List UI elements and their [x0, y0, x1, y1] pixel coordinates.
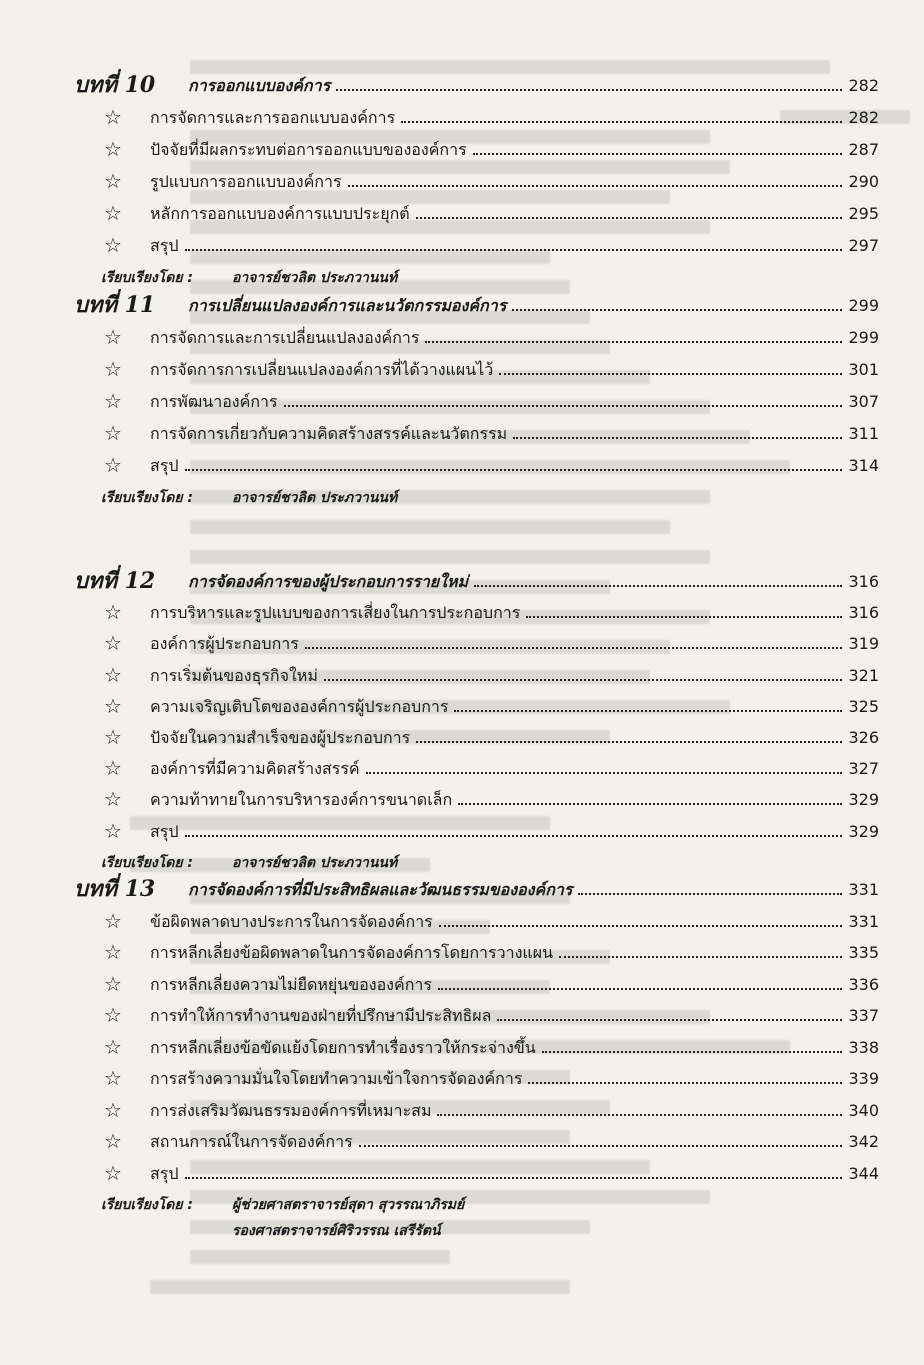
page-number: 316 [848, 603, 879, 623]
page-number: 295 [848, 204, 879, 223]
toc-entry-label: สรุป [150, 456, 179, 475]
page-number: 329 [848, 790, 879, 810]
star-outline-icon: ☆ [104, 1097, 122, 1122]
toc-entry[interactable] [0, 198, 924, 230]
dot-leader [425, 341, 842, 343]
toc-entry-label: การส่งเสริมวัฒนธรรมองค์การที่เหมาะสม [150, 1100, 432, 1120]
toc-entry[interactable] [0, 722, 924, 754]
toc-entry-label: การจัดการการเปลี่ยนแปลงองค์การที่ได้วางแผนไว้ [150, 360, 494, 379]
star-outline-icon: ☆ [104, 233, 122, 257]
toc-entry[interactable] [0, 386, 924, 418]
star-outline-icon: ☆ [104, 1160, 122, 1185]
dot-leader [512, 309, 842, 311]
dot-leader [366, 772, 842, 774]
toc-entry-label: หลักการออกแบบองค์การแบบประยุกต์ [150, 204, 410, 223]
toc-entry-label: องค์การผู้ประกอบการ [150, 634, 299, 654]
page-number: 321 [848, 665, 879, 685]
page-number: 331 [848, 911, 879, 931]
dot-leader [416, 217, 842, 219]
toc-entry-label: การจัดการและการออกแบบองค์การ [150, 108, 396, 127]
star-outline-icon: ☆ [104, 453, 122, 477]
dot-leader [473, 153, 842, 155]
toc-entry[interactable] [0, 937, 924, 969]
dot-leader [497, 1019, 842, 1021]
page-number: 336 [848, 974, 879, 994]
toc-entry[interactable] [0, 134, 924, 166]
star-outline-icon: ☆ [104, 325, 122, 349]
star-outline-icon: ☆ [104, 693, 122, 718]
chapter-heading[interactable] [0, 70, 924, 102]
toc-entry-label: ปัจจัยในความสำเร็จของผู้ประกอบการ [150, 728, 411, 747]
page-number: 297 [848, 236, 879, 255]
star-outline-icon: ☆ [104, 631, 122, 656]
dot-leader [437, 1114, 842, 1116]
dot-leader [499, 373, 842, 375]
toc-entry[interactable] [0, 1032, 924, 1064]
toc-entry[interactable] [0, 102, 924, 134]
author-name: ผู้ช่วยศาสตราจารย์สุดา สุวรรณาภิรมย์ [232, 1197, 465, 1213]
dot-leader [458, 803, 842, 805]
page-number: 337 [848, 1006, 879, 1025]
chapter-title: การเปลี่ยนแปลงองค์การและนวัตกรรมองค์การ [188, 296, 507, 315]
toc-entry-label: สรุป [150, 821, 179, 841]
toc-entry-label: สถานการณ์ในการจัดองค์การ [150, 1132, 353, 1151]
toc-entry-label: การหลีกเลี่ยงข้อผิดพลาดในการจัดองค์การโดยการวางแผน [150, 943, 554, 962]
page-number: 327 [848, 759, 879, 779]
dot-leader [284, 405, 842, 407]
toc-entry[interactable] [0, 1095, 924, 1127]
dot-leader [526, 616, 842, 618]
chapter-heading[interactable] [0, 566, 924, 598]
toc-entry-label: การบริหารและรูปแบบของการเสี่ยงในการประกอบการ [150, 603, 521, 623]
dot-leader [359, 1145, 842, 1147]
show-through-line [190, 520, 670, 534]
author-name: อาจารย์ชวลิต ประภวานนท์ [232, 270, 398, 286]
dot-leader [542, 1051, 842, 1053]
star-outline-icon: ☆ [104, 940, 122, 964]
toc-entry-label: การพัฒนาองค์การ [150, 392, 278, 411]
page-number: 325 [848, 696, 879, 716]
page-number: 282 [848, 108, 879, 127]
toc-entry[interactable] [0, 784, 924, 816]
toc-entry[interactable] [0, 597, 924, 629]
star-outline-icon: ☆ [104, 787, 122, 812]
toc-entry[interactable] [0, 969, 924, 1001]
dot-leader [416, 741, 842, 743]
dot-leader [185, 249, 842, 251]
toc-entry[interactable] [0, 660, 924, 692]
compiled-by-row [0, 1193, 924, 1219]
star-outline-icon: ☆ [104, 137, 122, 161]
page-number: 307 [848, 392, 879, 411]
toc-entry[interactable] [0, 1063, 924, 1095]
compiled-by-label: เรียบเรียงโดย : [101, 270, 194, 286]
dot-leader [474, 585, 842, 587]
toc-entry-label: การเริ่มต้นของธุรกิจใหม่ [150, 665, 318, 685]
toc-entry[interactable] [0, 230, 924, 262]
dot-leader [454, 710, 842, 712]
toc-entry-label: การจัดการเกี่ยวกับความคิดสร้างสรรค์และนวัตกรรม [150, 424, 508, 443]
star-outline-icon: ☆ [104, 1129, 122, 1153]
toc-entry[interactable] [0, 628, 924, 660]
star-outline-icon: ☆ [104, 818, 122, 843]
compiled-by-row [0, 266, 924, 292]
chapter-number: บทที่ 10 [74, 72, 156, 98]
author-name: รองศาสตราจารย์ศิริวรรณ เสรีรัตน์ [232, 1223, 441, 1239]
star-outline-icon: ☆ [104, 756, 122, 781]
toc-entry[interactable] [0, 906, 924, 938]
chapter-number: บทที่ 12 [74, 568, 156, 594]
star-outline-icon: ☆ [104, 357, 122, 381]
star-outline-icon: ☆ [104, 421, 122, 445]
toc-entry[interactable] [0, 691, 924, 723]
dot-leader [348, 185, 842, 187]
star-outline-icon: ☆ [104, 1034, 122, 1059]
compiled-by-label: เรียบเรียงโดย : [101, 490, 194, 506]
page-number: 316 [848, 572, 879, 591]
page-number: 314 [848, 456, 879, 475]
compiled-by-row [0, 1219, 924, 1245]
toc-entry-label: การทำให้การทำงานของฝ่ายที่ปรึกษามีประสิทธิผล [150, 1006, 492, 1025]
page-number: 287 [848, 140, 879, 159]
star-outline-icon: ☆ [104, 1066, 122, 1090]
toc-entry[interactable] [0, 450, 924, 482]
toc-entry[interactable] [0, 1158, 924, 1190]
dot-leader [578, 893, 842, 895]
chapter-heading[interactable] [0, 874, 924, 906]
show-through-line [190, 1250, 450, 1264]
author-name: อาจารย์ชวลิต ประภวานนท์ [232, 490, 398, 506]
page-number: 339 [848, 1069, 879, 1088]
page-number: 331 [848, 880, 879, 899]
star-outline-icon: ☆ [104, 1003, 122, 1027]
star-outline-icon: ☆ [104, 662, 122, 687]
page-number: 340 [848, 1100, 879, 1120]
chapter-title: การจัดองค์การของผู้ประกอบการรายใหม่ [188, 572, 469, 591]
dot-leader [185, 1177, 842, 1179]
dot-leader [185, 469, 842, 471]
dot-leader [324, 679, 842, 681]
toc-entry-label: การหลีกเลี่ยงข้อขัดแย้งโดยการทำเรื่องราวให้กระจ่างขึ้น [150, 1037, 536, 1057]
star-outline-icon: ☆ [104, 971, 122, 996]
compiled-by-row [0, 486, 924, 512]
page-number: 282 [848, 76, 879, 95]
compiled-by-row [0, 851, 924, 877]
toc-entry[interactable] [0, 1000, 924, 1032]
author-name: อาจารย์ชวลิต ประภวานนท์ [232, 854, 398, 871]
page-number: 326 [848, 728, 879, 747]
compiled-by-label: เรียบเรียงโดย : [101, 854, 194, 871]
toc-entry-label: การสร้างความมั่นใจโดยทำความเข้าใจการจัดองค์การ [150, 1069, 523, 1088]
page-number: 311 [848, 424, 879, 443]
toc-entry-label: การจัดการและการเปลี่ยนแปลงองค์การ [150, 328, 420, 347]
star-outline-icon: ☆ [104, 105, 122, 129]
page-number: 319 [848, 634, 879, 654]
dot-leader [185, 835, 842, 837]
star-outline-icon: ☆ [104, 169, 122, 193]
toc-entry-label: ความเจริญเติบโตขององค์การผู้ประกอบการ [150, 696, 449, 716]
toc-entry-label: องค์การที่มีความคิดสร้างสรรค์ [150, 759, 360, 779]
star-outline-icon: ☆ [104, 725, 122, 749]
toc-entry[interactable] [0, 1126, 924, 1158]
page-number: 335 [848, 943, 879, 962]
star-outline-icon: ☆ [104, 600, 122, 625]
show-through-line [150, 1280, 570, 1294]
page-number: 299 [848, 328, 879, 347]
toc-entry[interactable] [0, 816, 924, 848]
dot-leader [401, 121, 842, 123]
star-outline-icon: ☆ [104, 389, 122, 413]
toc-entry[interactable] [0, 418, 924, 450]
page-number: 299 [848, 296, 879, 315]
dot-leader [528, 1082, 842, 1084]
toc-entry-label: สรุป [150, 1163, 179, 1183]
page-number: 329 [848, 821, 879, 841]
toc-entry-label: การหลีกเลี่ยงความไม่ยืดหยุ่นขององค์การ [150, 974, 432, 994]
page-number: 338 [848, 1037, 879, 1057]
page-number: 290 [848, 172, 879, 191]
star-outline-icon: ☆ [104, 201, 122, 225]
toc-entry[interactable] [0, 753, 924, 785]
page-number: 301 [848, 360, 879, 379]
chapter-heading[interactable] [0, 290, 924, 322]
chapter-title: การจัดองค์การที่มีประสิทธิผลและวัฒนธรรมขององค์การ [188, 880, 573, 899]
chapter-number: บทที่ 13 [74, 876, 156, 902]
show-through-line [190, 550, 710, 564]
dot-leader [336, 89, 842, 91]
dot-leader [559, 956, 842, 958]
toc-entry[interactable] [0, 166, 924, 198]
toc-entry-label: ความท้าทายในการบริหารองค์การขนาดเล็ก [150, 790, 453, 810]
dot-leader [513, 437, 842, 439]
star-outline-icon: ☆ [104, 908, 122, 933]
toc-entry[interactable] [0, 354, 924, 386]
chapter-number: บทที่ 11 [74, 292, 156, 318]
toc-entry-label: ข้อผิดพลาดบางประการในการจัดองค์การ [150, 911, 433, 931]
chapter-title: การออกแบบองค์การ [188, 76, 331, 95]
toc-entry-label: สรุป [150, 236, 179, 255]
dot-leader [439, 925, 842, 927]
toc-entry-label: ปัจจัยที่มีผลกระทบต่อการออกแบบขององค์การ [150, 140, 467, 159]
dot-leader [438, 988, 842, 990]
toc-entry[interactable] [0, 322, 924, 354]
page-number: 342 [848, 1132, 879, 1151]
toc-entry-label: รูปแบบการออกแบบองค์การ [150, 172, 342, 191]
page-number: 344 [848, 1163, 879, 1183]
compiled-by-label: เรียบเรียงโดย : [101, 1197, 194, 1213]
dot-leader [305, 647, 842, 649]
